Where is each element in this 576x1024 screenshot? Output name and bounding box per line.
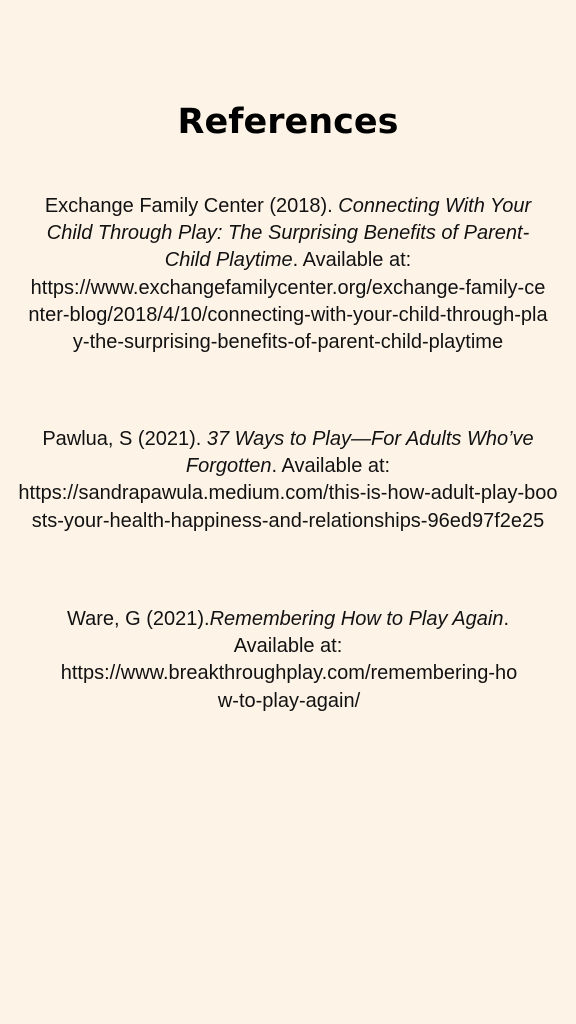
reference-url[interactable]: https://www.exchangefamilycenter.org/exchange-family-center-blog/2018/4/10/connecting-with-your-child-through-play-the-surprising-benefits-of-parent-child-playtime	[28, 276, 548, 354]
reference-item	[56, 606, 520, 715]
reference-availability: . Available at:	[233, 608, 510, 658]
reference-url[interactable]: https://www.breakthroughplay.com/remembering-how-to-play-again/	[60, 662, 518, 712]
reference-item	[28, 193, 548, 356]
reference-author-year: Exchange Family Center (2018).	[44, 195, 339, 217]
reference-title: Remembering How to Play Again	[209, 608, 504, 630]
reference-url[interactable]: https://sandrapawula.medium.com/this-is-how-adult-play-boosts-your-health-happiness-and-relationships-96ed97f2e25	[18, 482, 558, 532]
reference-title: Connecting With Your Child Through Play: The Surprising Benefits of Parent-Child Playtime	[46, 195, 532, 272]
reference-availability: . Available at:	[271, 455, 391, 478]
reference-title: 37 Ways to Play—For Adults Who’ve Forgotten	[185, 428, 534, 478]
reference-item	[14, 426, 562, 535]
reference-availability: . Available at:	[292, 249, 412, 272]
page-title: References	[177, 102, 399, 142]
reference-author-year: Pawlua, S (2021).	[42, 428, 207, 450]
reference-author-year: Ware, G (2021).	[66, 608, 210, 630]
